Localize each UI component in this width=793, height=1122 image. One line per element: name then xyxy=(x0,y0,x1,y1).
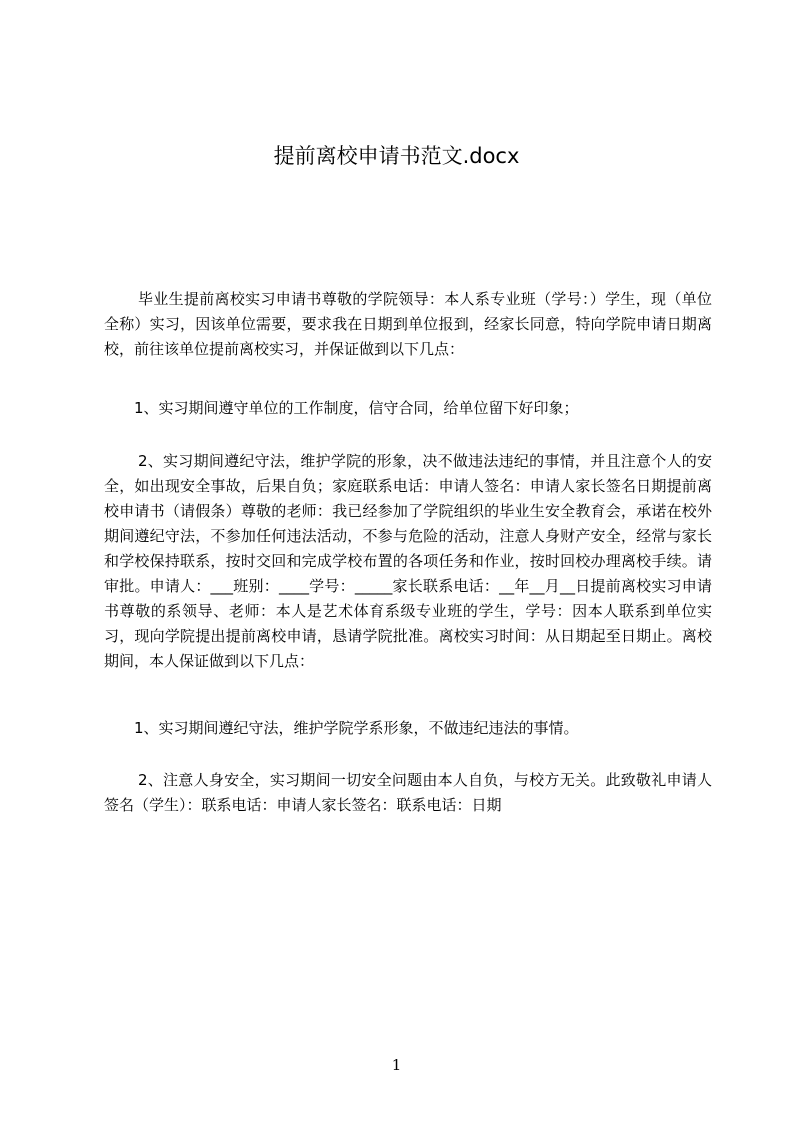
paragraph-item-4: 2、注意人身安全，实习期间一切安全问题由本人自负，与校方无关。此致敬礼申请人签名（学生）：联系电话：申请人家长签名：联系电话：日期 xyxy=(104,771,712,814)
paragraph-item-1: 1、实习期间遵守单位的工作制度，信守合同，给单位留下好印象； xyxy=(134,399,579,417)
paragraph-item-3: 1、实习期间遵纪守法，维护学院学系形象，不做违纪违法的事情。 xyxy=(134,719,579,737)
document-title: 提前离校申请书范文.docx xyxy=(273,144,520,168)
page-number: 1 xyxy=(391,1056,402,1074)
paragraph-item-2: 2、实习期间遵纪守法，维护学院的形象，决不做违法违纪的事情，并且注意个人的安全，如出现安全事故，后果自负；家庭联系电话：申请人签名：申请人家长签名日期提前离校申请书（请假条）尊敬的老师：我已经参加了学院组织的毕业生安全教育会，承诺在校外期间遵纪守法，不参加任何违法活动，不参与危险的活动，注意人身财产安全，经常与家长和学校保持联系，按时交回和完成学校布置的各项任务和作业，按时回校办理离校手续。请审批。申请人：___班别：____学号：_____家长联系电话：__年__月__日提前离校实习申请书尊敬的系领导、老师：本人是艺术体育系级专业班的学生，学号：因本人联系到单位实习，现向学院提出提前离校申请，恳请学院批准。离校实习时间：从日期起至日期止。离校期间，本人保证做到以下几点： xyxy=(104,452,712,670)
paragraph-intro: 毕业生提前离校实习申请书尊敬的学院领导：本人系专业班（学号：）学生，现（单位全称）实习，因该单位需要，要求我在日期到单位报到，经家长同意，特向学院申请日期离校，前往该单位提前离校实习，并保证做到以下几点： xyxy=(104,290,712,358)
